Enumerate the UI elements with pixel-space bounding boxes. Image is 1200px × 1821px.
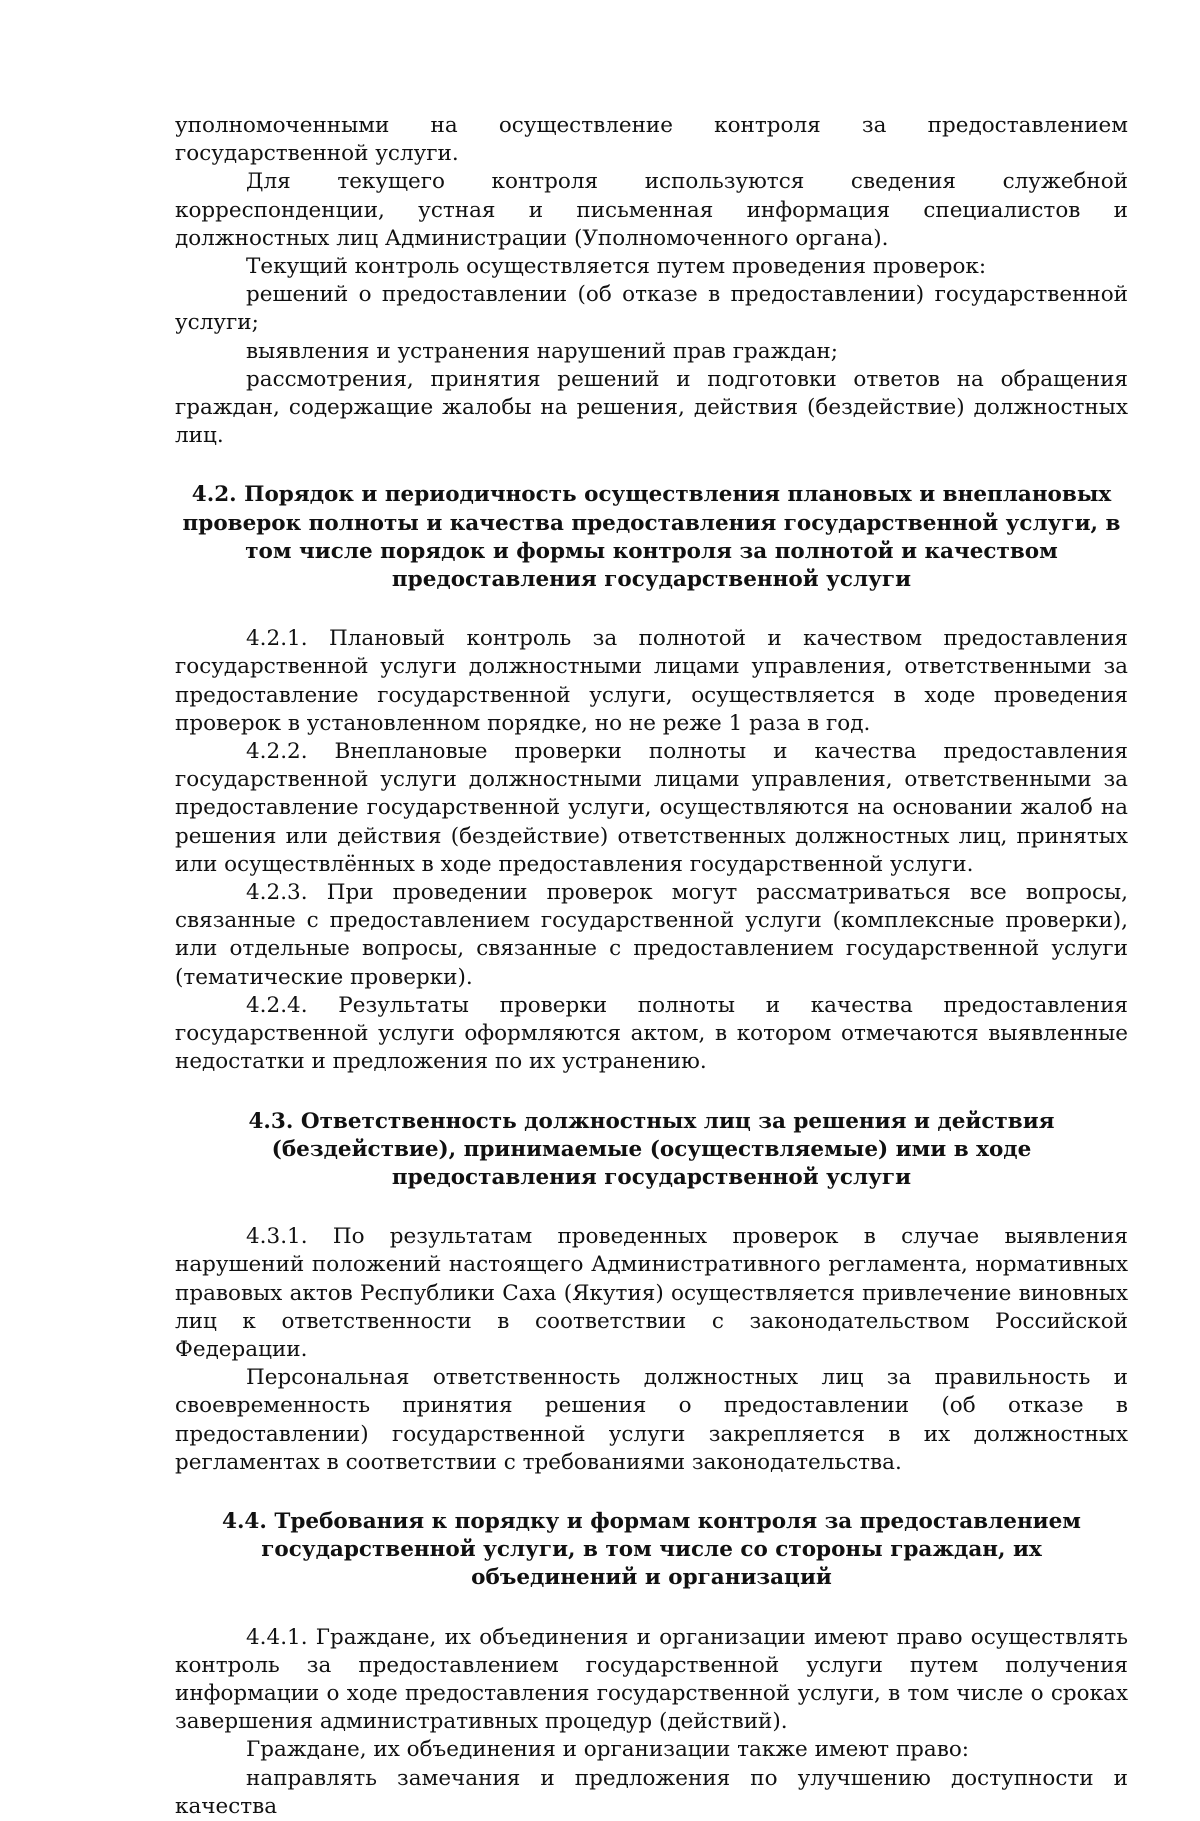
paragraph-personal-responsibility: Персональная ответственность должностных лиц за правильность и своевременность принятия решения о предоставлении (об отказе в предоставлении) государственной услуги закрепляется в их должностных регламентах в соответствии с требованиями законодательства. bbox=[175, 1365, 1128, 1475]
intro-paragraph-5: выявления и устранения нарушений прав граждан; bbox=[246, 338, 838, 364]
document-body bbox=[175, 112, 1128, 1821]
paragraph-4-2-1: 4.2.1. Плановый контроль за полнотой и качеством предоставления государственной услуги должностными лицами управления, ответственными за предоставление государственной услуги, осуществляется в ходе проведения проверок в установленном порядке, но не реже 1 раза в год. bbox=[175, 626, 1128, 736]
paragraph-4-4-1: 4.4.1. Граждане, их объединения и организации имеют право осуществлять контроль за предоставлением государственной услуги путем получения информации о ходе предоставления государственной услуги, в том числе о сроках завершения административных процедур (действий). bbox=[175, 1624, 1128, 1735]
paragraph-citizens-rights: Граждане, их объединения и организации также имеют право: bbox=[246, 1737, 970, 1763]
section-4-3-heading: 4.3. Ответственность должностных лиц за решения и действия (бездействие), принимаемые (осуществляемые) ими в ходе предоставления государственной услуги bbox=[248, 1108, 1055, 1190]
intro-paragraph-1: уполномоченными на осуществление контроля за предоставлением государственной услуги. bbox=[175, 113, 1128, 167]
spacer bbox=[175, 1593, 1128, 1624]
intro-paragraph-2: Для текущего контроля используются сведения служебной корреспонденции, устная и письменная информация специалистов и должностных лиц Администрации (Уполномоченного органа). bbox=[175, 169, 1128, 251]
paragraph-4-2-3: 4.2.3. При проведении проверок могут рассматриваться все вопросы, связанные с предоставлением государственной услуги (комплексные проверки), или отдельные вопросы, связанные с предоставлением государственной услуги (тематические проверки). bbox=[175, 880, 1128, 990]
intro-paragraph-6: рассмотрения, принятия решений и подготовки ответов на обращения граждан, содержащие жалобы на решения, действия (бездействие) должностных лиц. bbox=[175, 366, 1128, 449]
intro-paragraph-3: Текущий контроль осуществляется путем проведения проверок: bbox=[246, 254, 987, 280]
paragraph-4-3-1: 4.3.1. По результатам проведенных проверок в случае выявления нарушений положений настоящего Административного регламента, нормативных правовых актов Республики Саха (Якутия) осуществляется привлечение виновных лиц к ответственности в соответствии с законодательством Российской Федерации. bbox=[175, 1224, 1128, 1362]
intro-paragraph-4: решений о предоставлении (об отказе в предоставлении) государственной услуги; bbox=[175, 282, 1128, 336]
spacer bbox=[175, 1077, 1128, 1108]
section-4-4-heading: 4.4. Требования к порядку и формам контроля за предоставлением государственной услуги, в том числе со стороны граждан, их объединений и организаций bbox=[221, 1508, 1081, 1591]
paragraph-4-2-2: 4.2.2. Внеплановые проверки полноты и качества предоставления государственной услуги должностными лицами управления, ответственными за предоставление государственной услуги, осуществляются на основании жалоб на решения или действия (бездействие) ответственных должностных лиц, принятых или осуществлённых в ходе предоставления государственной услуги. bbox=[175, 739, 1128, 877]
section-4-2-heading: 4.2. Порядок и периодичность осуществления плановых и внеплановых проверок полноты и качества предоставления государственной услуги, в том числе порядок и формы контроля за полнотой и качеством предоставления государственной услуги bbox=[182, 482, 1121, 593]
paragraph-send-remarks: направлять замечания и предложения по улучшению доступности и качества bbox=[175, 1765, 1128, 1819]
spacer bbox=[175, 594, 1128, 625]
paragraph-4-2-4: 4.2.4. Результаты проверки полноты и качества предоставления государственной услуги оформляются актом, в котором отмечаются выявленные недостатки и предложения по их устранению. bbox=[175, 992, 1128, 1075]
spacer bbox=[175, 450, 1128, 481]
spacer bbox=[175, 1477, 1128, 1508]
spacer bbox=[175, 1192, 1128, 1223]
